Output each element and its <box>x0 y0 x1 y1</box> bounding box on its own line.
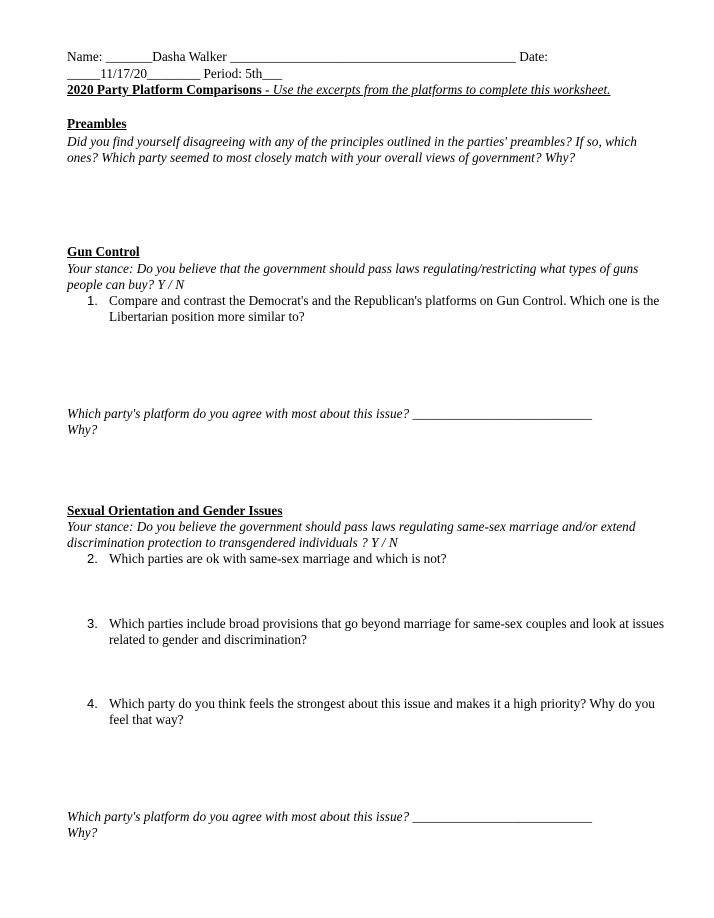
question-number: 3. <box>87 616 98 631</box>
gun-control-agree-line: Which party's platform do you agree with most about this issue? ___________________________ <box>67 406 592 421</box>
question-2 <box>67 551 667 567</box>
gun-control-why: Why? <box>67 422 98 437</box>
gun-control-heading: Gun Control <box>67 244 140 259</box>
date-period-line: _____11/17/20________ Period: 5th___ <box>67 66 283 81</box>
question-1 <box>67 293 667 325</box>
sexual-orientation-agree-line: Which party's platform do you agree with most about this issue? ___________________________ <box>67 809 592 824</box>
gun-control-stance: Your stance: Do you believe that the government should pass laws regulating/restricting what types of guns people can buy? Y / N <box>67 261 639 292</box>
question-number: 2. <box>87 551 98 566</box>
question-4 <box>67 696 667 728</box>
question-3 <box>67 616 667 648</box>
question-text: Compare and contrast the Democrat's and the Republican's platforms on Gun Control. Which one is the Libertarian position more similar to? <box>109 293 660 324</box>
sexual-orientation-stance: Your stance: Do you believe the government should pass laws regulating same-sex marriage and/or extend discrimination protection to transgendered individuals ? Y / N <box>67 519 636 550</box>
name-date-line: Name: _______Dasha Walker ___________________________________________ Date: <box>67 49 549 64</box>
preambles-heading: Preambles <box>67 116 127 131</box>
question-text: Which parties are ok with same-sex marriage and which is not? <box>109 551 447 566</box>
worksheet-instructions: - Use the excerpts from the platforms to complete this worksheet. <box>261 82 611 97</box>
worksheet-title: 2020 Party Platform Comparisons <box>67 82 262 97</box>
question-number: 1. <box>87 293 98 308</box>
question-text: Which party do you think feels the strongest about this issue and makes it a high priority? Why do you feel that way? <box>109 696 655 727</box>
question-number: 4. <box>87 696 98 711</box>
sexual-orientation-heading: Sexual Orientation and Gender Issues <box>67 503 283 518</box>
worksheet-title-line <box>67 82 667 98</box>
preambles-question: Did you find yourself disagreeing with any of the principles outlined in the parties' preambles? If so, which ones? Which party seemed to most closely match with your overall views of government? Why? <box>67 134 637 165</box>
sexual-orientation-why: Why? <box>67 825 98 840</box>
question-text: Which parties include broad provisions that go beyond marriage for same-sex couples and look at issues related to gender and discrimination? <box>109 616 664 647</box>
